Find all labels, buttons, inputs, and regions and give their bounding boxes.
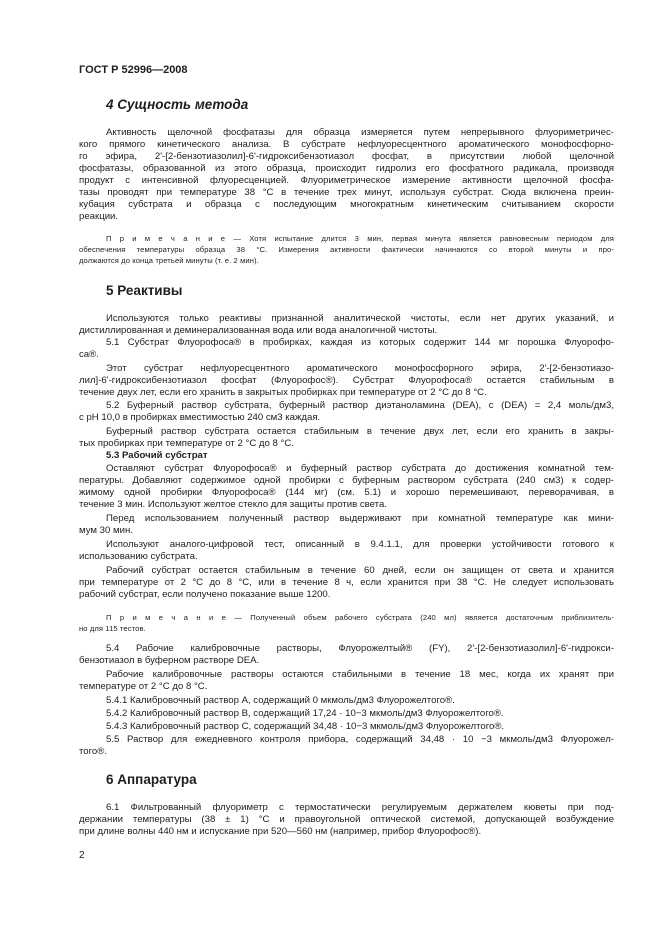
paragraph-line: реакции. bbox=[79, 211, 119, 222]
paragraph-line: того®. bbox=[79, 746, 107, 757]
subsection-5-3-title: 5.3 Рабочий субстрат bbox=[106, 450, 208, 461]
paragraph-line: при длине волны 440 нм и испускание при 520—560 нм (например, прибор Флуорофос®). bbox=[79, 826, 482, 837]
paragraph-line: бензотиазол в буферном растворе DEA. bbox=[79, 655, 260, 666]
paragraph-line: при температуре от 2 °C до 8 °C, или в течение 8 ч, если хранится при 38 °C. Не следует использовать bbox=[79, 577, 614, 588]
section-6-title: 6 Аппаратура bbox=[106, 772, 197, 787]
paragraph-line: 6.1 Фильтрованный флуориметр с термостатически регулируемым держателем кюветы при под- bbox=[106, 802, 614, 813]
section-5-title: 5 Реактивы bbox=[106, 283, 183, 298]
paragraph-line: 5.4.3 Калибровочный раствор С, содержащий 34,48 · 10−3 мкмоль/дм3 Флуорожелтого®. bbox=[106, 721, 505, 732]
page-number: 2 bbox=[79, 850, 85, 861]
note-line: должаются до конца третьей минуты (т. е. 2 мин). bbox=[79, 256, 259, 265]
paragraph-line: са®. bbox=[79, 349, 99, 360]
paragraph-line: го эфира, 2'-[2-бензотиазолил]-6'-гидроксибензотиазол фосфат, в присутствии любой щелочной bbox=[79, 151, 614, 162]
paragraph-line: 5.2 Буферный раствор субстрата, буферный раствор диэтаноламина (DEA), c (DEA) = 2,4 моль/дм3, bbox=[106, 400, 614, 411]
page-header: ГОСТ Р 52996—2008 bbox=[79, 64, 188, 76]
paragraph-line: Этот субстрат нефлуоресцентного ароматического монофосфорного эфира, 2'-[2-бензотиазо- bbox=[106, 363, 614, 374]
paragraph-line: лил]-6'-гидроксибензотиазол фосфат (Флуорофос®). Субстрат Флуорофоса® остается стабильным в bbox=[79, 375, 614, 386]
paragraph-line: держании температуры (38 ± 1) °C и правоугольной оптической системой, допускающей возбуждение bbox=[79, 814, 614, 825]
paragraph-line: течение 3 мин. Используют желтое стекло для защиты против света. bbox=[79, 499, 387, 510]
paragraph-line: тых пробирках при температуре от 2 °C до 8 °C. bbox=[79, 438, 294, 449]
paragraph-line: кого прямого кинетического анализа. В субстрате нефлуоресцентного ароматического монофосфорно- bbox=[79, 139, 614, 150]
paragraph-line: течение двух лет, если его хранить в закрытых пробирках при температуре от 2 °C до 8 °C. bbox=[79, 387, 487, 398]
paragraph-line: фосфатазы, образованной из этого образца, происходит гидролиз его фосфатного радикала, производя bbox=[79, 163, 614, 174]
paragraph-line: 5.4 Рабочие калибровочные растворы, Флуорожелтый® (FY), 2'-[2-бензотиазолил]-6'-гидрокси- bbox=[106, 643, 614, 654]
paragraph-line: рабочий субстрат, если получено показание выше 1200. bbox=[79, 589, 331, 600]
paragraph-line: тазы проводят при температуре 38 °C в течение трех минут, используя субстрат. Сюда включена преин- bbox=[79, 187, 614, 198]
paragraph-line: Активность щелочной фосфатазы для образца измеряется путем непрерывного флуориметричес- bbox=[106, 127, 614, 138]
paragraph-line: 5.4.1 Калибровочный раствор А, содержащий 0 мкмоль/дм3 Флуорожелтого®. bbox=[106, 695, 455, 706]
paragraph-line: пературы. Добавляют содержимое одной пробирки с буферным раствором субстрата (240 см3) к содер- bbox=[79, 475, 614, 486]
paragraph-line: температуре от 2 °C до 8 °C. bbox=[79, 681, 208, 692]
paragraph-line: дистиллированная и деминерализованная вода или вода аналогичной чистоты. bbox=[79, 325, 438, 336]
paragraph-line: Рабочий субстрат остается стабильным в течение 60 дней, если он защищен от света и хранится bbox=[106, 565, 614, 576]
paragraph-line: продукт с интенсивной флуоресценцией. Флуориметрическое измерение активности щелочной фосфа- bbox=[79, 175, 614, 186]
paragraph-line: Оставляют субстрат Флуорофоса® и буферный раствор субстрата до достижения комнатной тем- bbox=[106, 463, 614, 474]
section-4-title: 4 Сущность метода bbox=[106, 97, 249, 112]
note-line: П р и м е ч а н и е — Полученный объем рабочего субстрата (240 мл) является достаточным приблизитель- bbox=[106, 613, 614, 622]
paragraph-line: с pH 10,0 в пробирках вместимостью 240 см3 каждая. bbox=[79, 412, 321, 423]
paragraph-line: Используются только реактивы признанной аналитической чистоты, если нет других указаний, и bbox=[106, 313, 614, 324]
paragraph-line: Буферный раствор субстрата остается стабильным в течение двух лет, если его хранить в закры- bbox=[106, 426, 614, 437]
note-line: П р и м е ч а н и е — Хотя испытание длится 3 мин, первая минута является равновесным периодом для bbox=[106, 234, 614, 243]
paragraph-line: Рабочие калибровочные растворы остаются стабильными в течение 18 мес, когда их хранят при bbox=[106, 669, 614, 680]
paragraph-line: кубация субстрата и образца с последующим многократным кинетическим считыванием скорости bbox=[79, 199, 614, 210]
paragraph-line: 5.5 Раствор для ежедневного контроля прибора, содержащий 34,48 · 10 −3 мкмоль/дм3 Флуорожел- bbox=[106, 734, 614, 745]
paragraph-line: использованию субстрата. bbox=[79, 551, 198, 562]
note-line: но для 115 тестов. bbox=[79, 624, 146, 633]
paragraph-line: мум 30 мин. bbox=[79, 525, 133, 536]
note-line: обеспечения температуры образца 38 °C. Измерения активности фактически начинаются со второй минуты и про- bbox=[79, 245, 614, 254]
paragraph-line: Используют аналого-цифровой тест, описанный в 9.4.1.1, для проверки устойчивости готового к bbox=[106, 539, 614, 550]
paragraph-line: 5.1 Субстрат Флуорофоса® в пробирках, каждая из которых содержит 144 мг порошка Флуорофо- bbox=[106, 337, 614, 348]
paragraph-line: 5.4.2 Калибровочный раствор В, содержащий 17,24 · 10−3 мкмоль/дм3 Флуорожелтого®. bbox=[106, 708, 504, 719]
paragraph-line: жимому одной пробирки Флуорофоса® (144 мг) (см. 5.1) и хорошо перемешивают, переворачивая, в bbox=[79, 487, 614, 498]
paragraph-line: Перед использованием полученный раствор выдерживают при комнатной температуре как мини- bbox=[106, 513, 614, 524]
